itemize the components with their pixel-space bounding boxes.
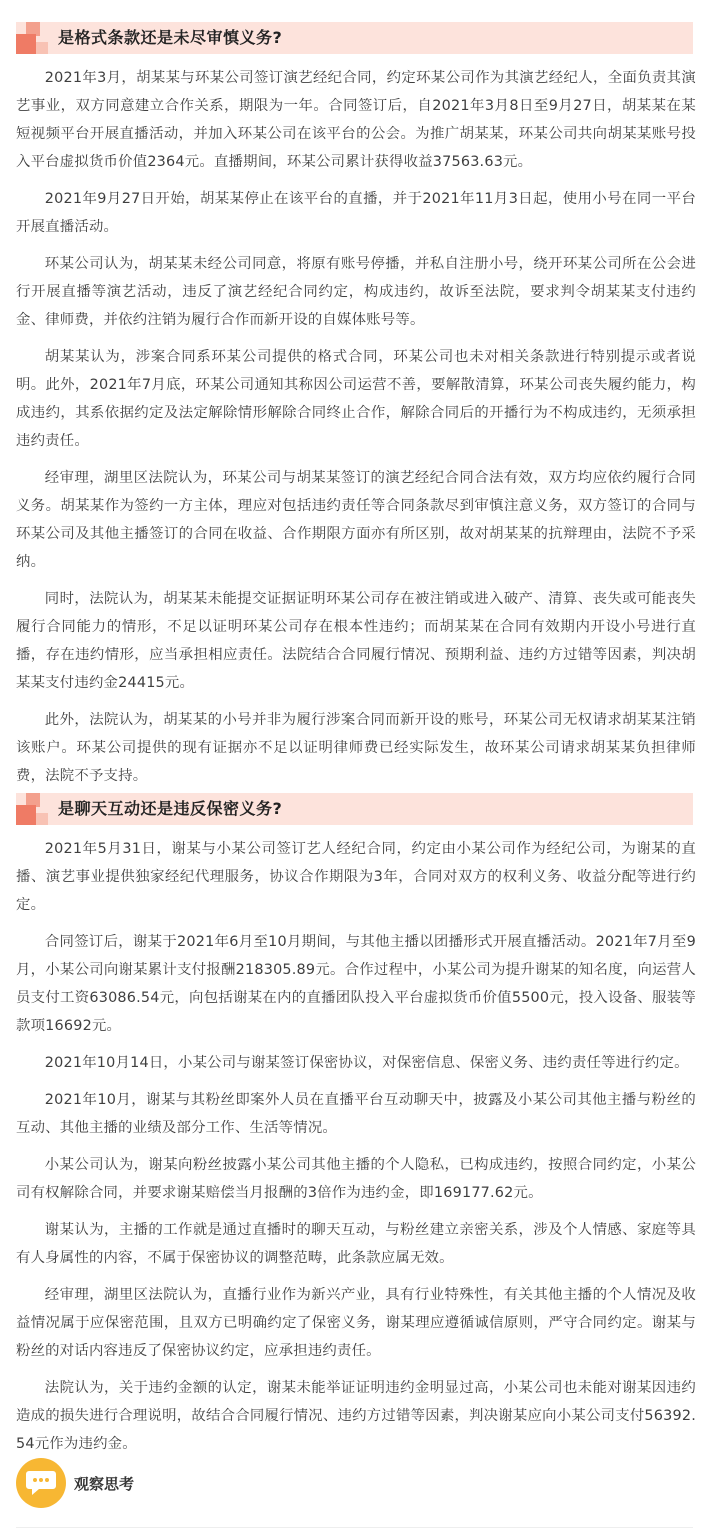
section-title: 是格式条款还是未尽审慎义务?: [58, 28, 283, 47]
paragraph: 2021年10月，谢某与其粉丝即案外人员在直播平台互动聊天中，披露及小某公司其他主播与粉丝的互动、其他主播的业绩及部分工作、生活等情况。: [16, 1092, 696, 1136]
observe-think-heading: [16, 1458, 693, 1514]
speech-bubble-icon: [16, 1458, 66, 1508]
paragraph: 环某公司认为，胡某某未经公司同意，将原有账号停播，并私自注册小号，绕开环某公司所在公会进行开展直播等演艺活动，违反了演艺经纪合同约定，构成违约，故诉至法院，要求判令胡某某支付违约金、律师费，并依约注销为履行合作而新开设的自媒体账号等。: [16, 256, 696, 328]
paragraph: 谢某认为，主播的工作就是通过直播时的聊天互动，与粉丝建立亲密关系，涉及个人情感、家庭等具有人身属性的内容，不属于保密协议的调整范畴，此条款应属无效。: [16, 1222, 696, 1266]
paragraph: 胡某某认为，涉案合同系环某公司提供的格式合同，环某公司也未对相关条款进行特别提示或者说明。此外，2021年7月底，环某公司通知其称因公司运营不善，要解散清算，环某公司丧失履约能力，构成违约，其系依据约定及法定解除情形解除合同终止合作，解除合同后的开播行为不构成违约，无须承担违约责任。: [16, 349, 696, 449]
paragraph: 经审理，湖里区法院认为，直播行业作为新兴产业，具有行业特殊性，有关其他主播的个人情况及收益情况属于应保密范围，且双方已明确约定了保密义务，谢某理应遵循诚信原则，严守合同约定。谢某与粉丝的对话内容违反了保密协议约定，应承担违约责任。: [16, 1287, 696, 1359]
section-1: [0, 22, 712, 790]
divider: [16, 1527, 693, 1528]
footer-title: 观察思考: [74, 1475, 135, 1493]
section-title: 是聊天互动还是违反保密义务?: [58, 799, 283, 818]
paragraph: 经审理，湖里区法院认为，环某公司与胡某某签订的演艺经纪合同合法有效，双方均应依约履行合同义务。胡某某作为签约一方主体，理应对包括违约责任等合同条款尽到审慎注意义务，双方签订的合同与环某公司及其他主播签订的合同在收益、合作期限方面亦有所区别，故对胡某某的抗辩理由，法院不予采纳。: [16, 470, 696, 570]
section-2: [0, 793, 712, 1458]
corner-squares-icon: [16, 22, 48, 54]
paragraph: 法院认为，关于违约金额的认定，谢某未能举证证明违约金明显过高，小某公司也未能对谢某因违约造成的损失进行合理说明，故结合合同履行情况、违约方过错等因素，判决谢某应向小某公司支付56392.54元作为违约金。: [16, 1380, 696, 1452]
paragraph: 同时，法院认为，胡某某未能提交证据证明环某公司存在被注销或进入破产、清算、丧失或可能丧失履行合同能力的情形，不足以证明环某公司存在根本性违约；而胡某某在合同有效期内开设小号进行直播，存在违约情形，应当承担相应责任。法院结合合同履行情况、预期利益、违约方过错等因素，判决胡某某支付违约金24415元。: [16, 591, 696, 691]
paragraph: 2021年10月14日，小某公司与谢某签订保密协议，对保密信息、保密义务、违约责任等进行约定。: [44, 1055, 689, 1071]
paragraph: 2021年9月27日开始，胡某某停止在该平台的直播，并于2021年11月3日起，使用小号在同一平台开展直播活动。: [16, 191, 696, 235]
section-header: [16, 793, 693, 825]
paragraph: 合同签订后，谢某于2021年6月至10月期间，与其他主播以团播形式开展直播活动。2021年7月至9月，小某公司向谢某累计支付报酬218305.89元。合作过程中，小某公司为提升谢某的知名度，向运营人员支付工资63086.54元，向包括谢某在内的直播团队投入平台虚拟货币价值5500元，投入设备、服装等款项16692元。: [16, 934, 696, 1034]
paragraph: 2021年3月，胡某某与环某公司签订演艺经纪合同，约定环某公司作为其演艺经纪人，全面负责其演艺事业，双方同意建立合作关系，期限为一年。合同签订后，自2021年3月8日至9月27日，胡某某在某短视频平台开展直播活动，并加入环某公司在该平台的公会。为推广胡某某，环某公司共向胡某某账号投入平台虚拟货币价值2364元。直播期间，环某公司累计获得收益37563.63元。: [16, 70, 696, 170]
paragraph: 小某公司认为，谢某向粉丝披露小某公司其他主播的个人隐私，已构成违约，按照合同约定，小某公司有权解除合同，并要求谢某赔偿当月报酬的3倍作为违约金，即169177.62元。: [16, 1157, 696, 1201]
corner-squares-icon: [16, 793, 48, 825]
section-header: [16, 22, 693, 54]
paragraph: 此外，法院认为，胡某某的小号并非为履行涉案合同而新开设的账号，环某公司无权请求胡某某注销该账户。环某公司提供的现有证据亦不足以证明律师费已经实际发生，故环某公司请求胡某某负担律师费，法院不予支持。: [16, 712, 696, 784]
paragraph: 2021年5月31日，谢某与小某公司签订艺人经纪合同，约定由小某公司作为经纪公司，为谢某的直播、演艺事业提供独家经纪代理服务，协议合作期限为3年，合同对双方的权利义务、收益分配等进行约定。: [16, 841, 696, 913]
